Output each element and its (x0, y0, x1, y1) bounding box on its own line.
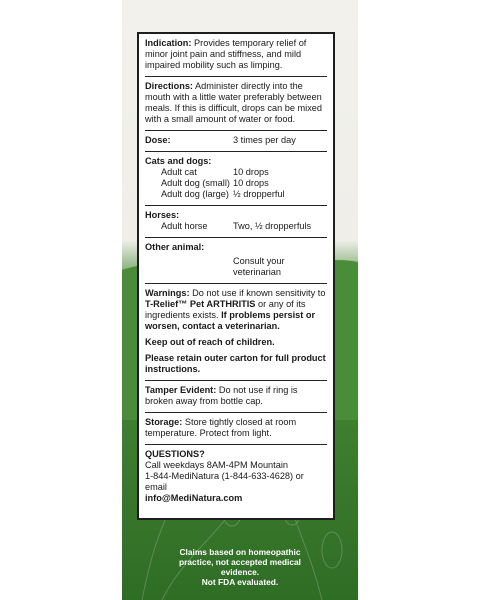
animal-name: Adult cat (161, 167, 197, 177)
indication-text: Provides temporary relief of minor joint pain and stiffness, and mild impaired mobility such as limping. (145, 38, 307, 70)
indication-section (145, 34, 327, 77)
questions-hours: Call weekdays 8AM-4PM Mountain (145, 460, 288, 470)
animal-name: Adult dog (small) (161, 178, 230, 188)
cats-dogs-label: Cats and dogs: (145, 156, 212, 166)
horse-dose: Two, ½ dropperfuls (233, 221, 312, 231)
other-animal-value: Consult your veterinarian (233, 256, 285, 277)
fda-disclaimer (160, 547, 320, 587)
storage-text: Store tightly closed at room temperature. Protect from light. (145, 417, 297, 438)
dose-row (145, 167, 327, 178)
questions-email: info@MediNatura.com (145, 493, 243, 503)
dose-row (145, 189, 327, 200)
horse-name: Adult horse (161, 221, 208, 231)
questions-label: QUESTIONS? (145, 449, 205, 459)
warnings-section (145, 284, 327, 381)
cats-dogs-section (145, 152, 327, 206)
warnings-text: Do not use if known sensitivity to (192, 288, 326, 298)
drug-facts-box (137, 32, 335, 520)
tamper-label: Tamper Evident: (145, 385, 217, 395)
horses-section (145, 206, 327, 238)
horses-label: Horses: (145, 210, 180, 220)
warnings-label: Warnings: (145, 288, 190, 298)
keep-out-reach: Keep out of reach of children. (145, 337, 275, 347)
directions-label: Directions: (145, 81, 193, 91)
warnings-persist: If problems persist or worsen, contact a veterinarian. (145, 310, 316, 331)
questions-section (145, 445, 327, 509)
animal-dose: ½ dropperful (233, 189, 285, 199)
dose-section (145, 131, 327, 152)
tamper-text: Do not use if ring is broken away from bottle cap. (145, 385, 298, 406)
dose-value: 3 times per day (233, 135, 296, 145)
product-name: T-Relief™ Pet ARTHRITIS (145, 299, 256, 309)
disclaimer-line: Not FDA evaluated. (201, 577, 279, 587)
dose-label: Dose: (145, 135, 171, 145)
animal-dose: 10 drops (233, 178, 269, 188)
directions-section (145, 77, 327, 131)
warnings-text-2: or any of its ingredients exists. (145, 299, 306, 320)
animal-dose: 10 drops (233, 167, 269, 177)
disclaimer-line: Claims based on homeopathic (179, 547, 301, 557)
questions-phone: 1-844-MediNatura (1-844-633-4628) or email (145, 471, 304, 492)
storage-label: Storage: (145, 417, 183, 427)
tamper-section (145, 381, 327, 413)
dose-row (145, 178, 327, 189)
retain-carton: Please retain outer carton for full product instructions. (145, 353, 326, 374)
other-animal-label: Other animal: (145, 242, 205, 252)
animal-name: Adult dog (large) (161, 189, 229, 199)
disclaimer-line: practice, not accepted medical evidence. (179, 557, 301, 577)
other-animal-section (145, 238, 327, 284)
directions-text: Administer directly into the mouth with a little water preferably between meals. If this is difficult, drops can be mixed with a small amount of water or food. (145, 81, 323, 124)
indication-label: Indication: (145, 38, 192, 48)
storage-section (145, 413, 327, 445)
